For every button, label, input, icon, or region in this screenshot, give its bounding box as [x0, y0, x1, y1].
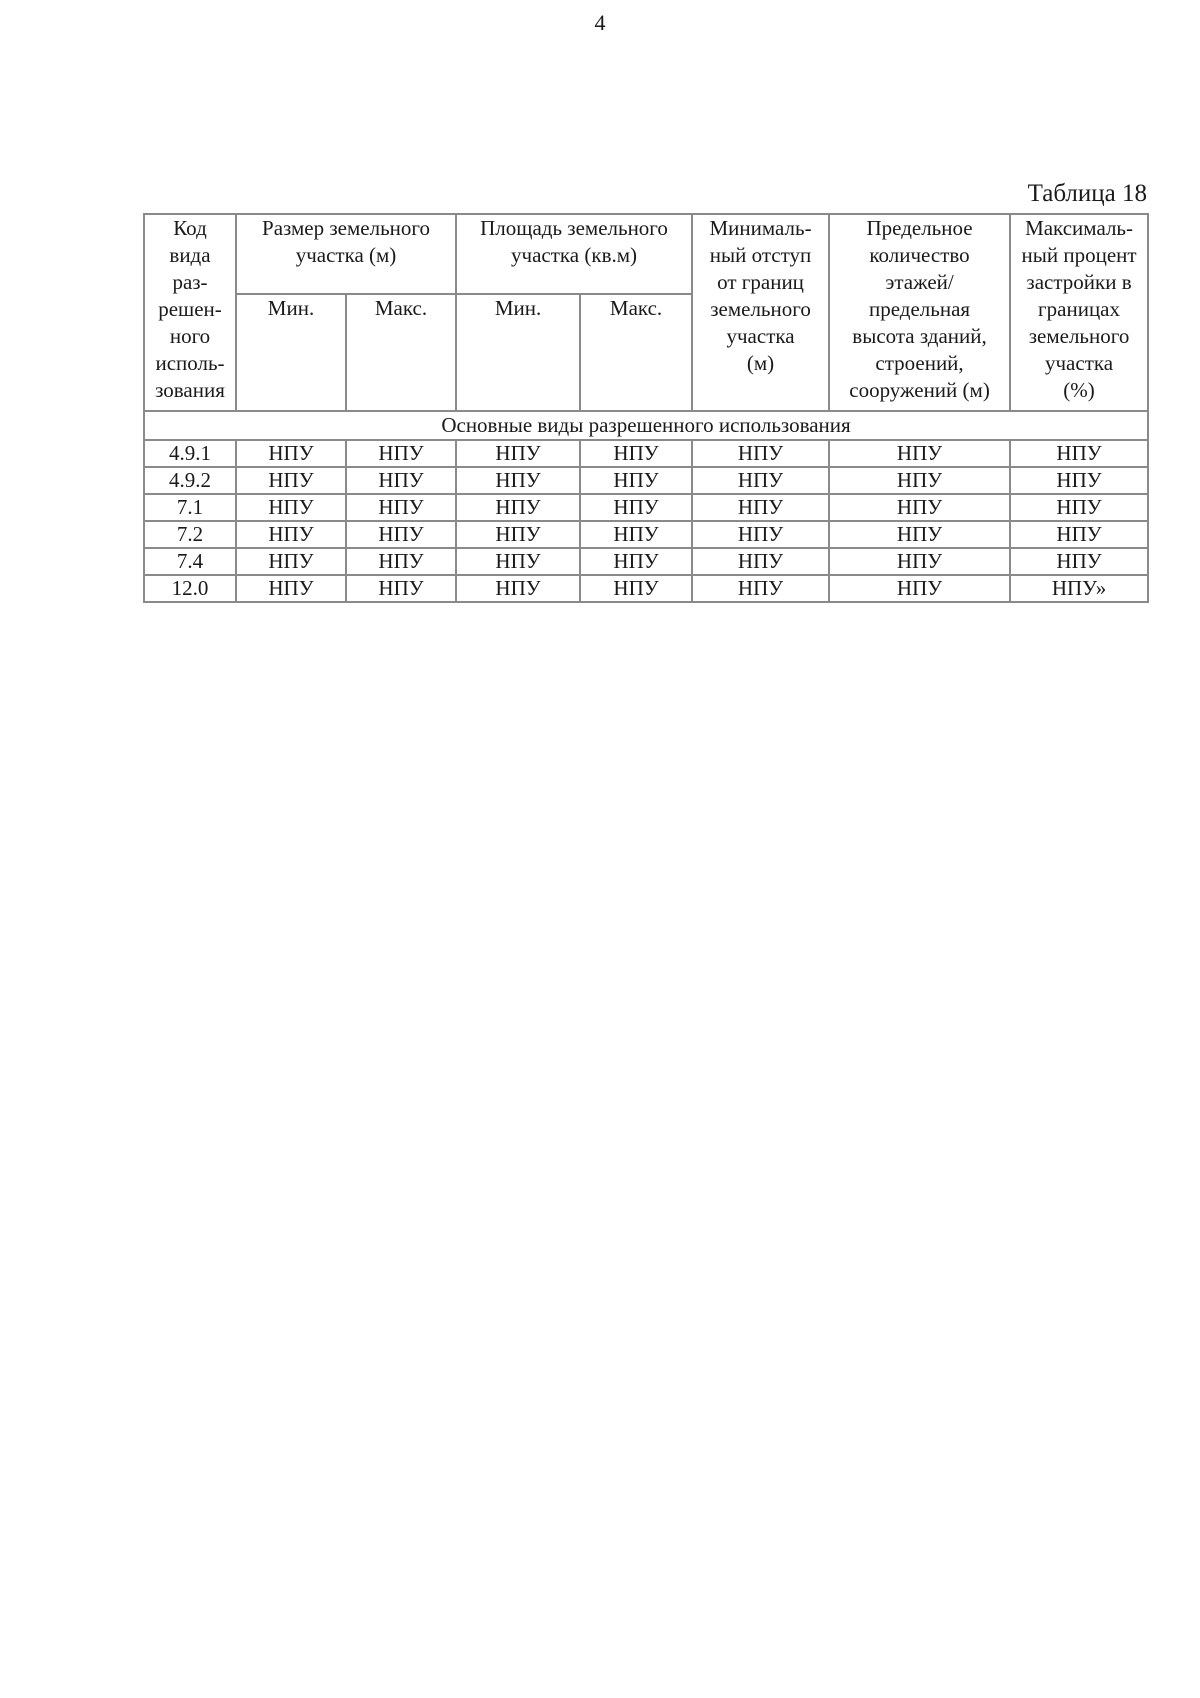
land-use-table — [143, 213, 1149, 603]
cell-code: 4.9.2 — [144, 467, 236, 494]
cell-area-max: НПУ — [580, 467, 692, 494]
cell-max-coverage: НПУ — [1010, 548, 1148, 575]
header-min-setback: Минималь- ный отступ от границ земельного участка (м) — [692, 214, 829, 411]
cell-max-coverage: НПУ — [1010, 494, 1148, 521]
cell-min-setback: НПУ — [692, 467, 829, 494]
cell-max-coverage: НПУ — [1010, 467, 1148, 494]
cell-size-max: НПУ — [346, 575, 456, 602]
cell-size-min: НПУ — [236, 575, 346, 602]
header-row — [144, 214, 1148, 294]
cell-size-min: НПУ — [236, 467, 346, 494]
cell-code: 7.2 — [144, 521, 236, 548]
cell-size-max: НПУ — [346, 467, 456, 494]
header-size-min: Мин. — [236, 294, 346, 411]
table-row — [144, 494, 1148, 521]
header-max-coverage: Максималь- ный процент застройки в границах земельного участка (%) — [1010, 214, 1148, 411]
section-title: Основные виды разрешенного использования — [144, 411, 1148, 440]
cell-area-max: НПУ — [580, 521, 692, 548]
cell-size-max: НПУ — [346, 494, 456, 521]
cell-area-min: НПУ — [456, 494, 580, 521]
cell-floors-height: НПУ — [829, 467, 1010, 494]
cell-code: 4.9.1 — [144, 440, 236, 467]
cell-area-min: НПУ — [456, 575, 580, 602]
header-size-max: Макс. — [346, 294, 456, 411]
cell-floors-height: НПУ — [829, 575, 1010, 602]
table-row — [144, 467, 1148, 494]
cell-min-setback: НПУ — [692, 440, 829, 467]
header-plot-area: Площадь земельного участка (кв.м) — [456, 214, 692, 294]
section-row — [144, 411, 1148, 440]
cell-size-min: НПУ — [236, 521, 346, 548]
cell-size-min: НПУ — [236, 440, 346, 467]
cell-min-setback: НПУ — [692, 548, 829, 575]
cell-max-coverage: НПУ — [1010, 521, 1148, 548]
cell-area-max: НПУ — [580, 575, 692, 602]
cell-min-setback: НПУ — [692, 494, 829, 521]
cell-min-setback: НПУ — [692, 521, 829, 548]
page-number: 4 — [594, 10, 606, 35]
cell-code: 7.1 — [144, 494, 236, 521]
cell-area-min: НПУ — [456, 440, 580, 467]
cell-max-coverage: НПУ» — [1010, 575, 1148, 602]
cell-size-min: НПУ — [236, 494, 346, 521]
header-plot-size: Размер земельного участка (м) — [236, 214, 456, 294]
header-area-min: Мин. — [456, 294, 580, 411]
cell-code: 7.4 — [144, 548, 236, 575]
table-row — [144, 548, 1148, 575]
cell-area-min: НПУ — [456, 548, 580, 575]
cell-floors-height: НПУ — [829, 494, 1010, 521]
cell-size-max: НПУ — [346, 521, 456, 548]
table-row — [144, 575, 1148, 602]
cell-floors-height: НПУ — [829, 548, 1010, 575]
header-floors-height: Предельное количество этажей/ предельная высота зданий, строений, сооружений (м) — [829, 214, 1010, 411]
header-area-max: Макс. — [580, 294, 692, 411]
cell-area-min: НПУ — [456, 467, 580, 494]
header-code: Код вида раз- решен- ного исполь- зования — [144, 214, 236, 411]
table-caption: Таблица 18 — [1027, 180, 1147, 207]
table-row — [144, 521, 1148, 548]
cell-size-max: НПУ — [346, 440, 456, 467]
cell-max-coverage: НПУ — [1010, 440, 1148, 467]
cell-area-max: НПУ — [580, 494, 692, 521]
cell-area-max: НПУ — [580, 548, 692, 575]
cell-code: 12.0 — [144, 575, 236, 602]
cell-min-setback: НПУ — [692, 575, 829, 602]
cell-area-max: НПУ — [580, 440, 692, 467]
table-row — [144, 440, 1148, 467]
cell-size-min: НПУ — [236, 548, 346, 575]
cell-floors-height: НПУ — [829, 521, 1010, 548]
cell-area-min: НПУ — [456, 521, 580, 548]
cell-size-max: НПУ — [346, 548, 456, 575]
cell-floors-height: НПУ — [829, 440, 1010, 467]
